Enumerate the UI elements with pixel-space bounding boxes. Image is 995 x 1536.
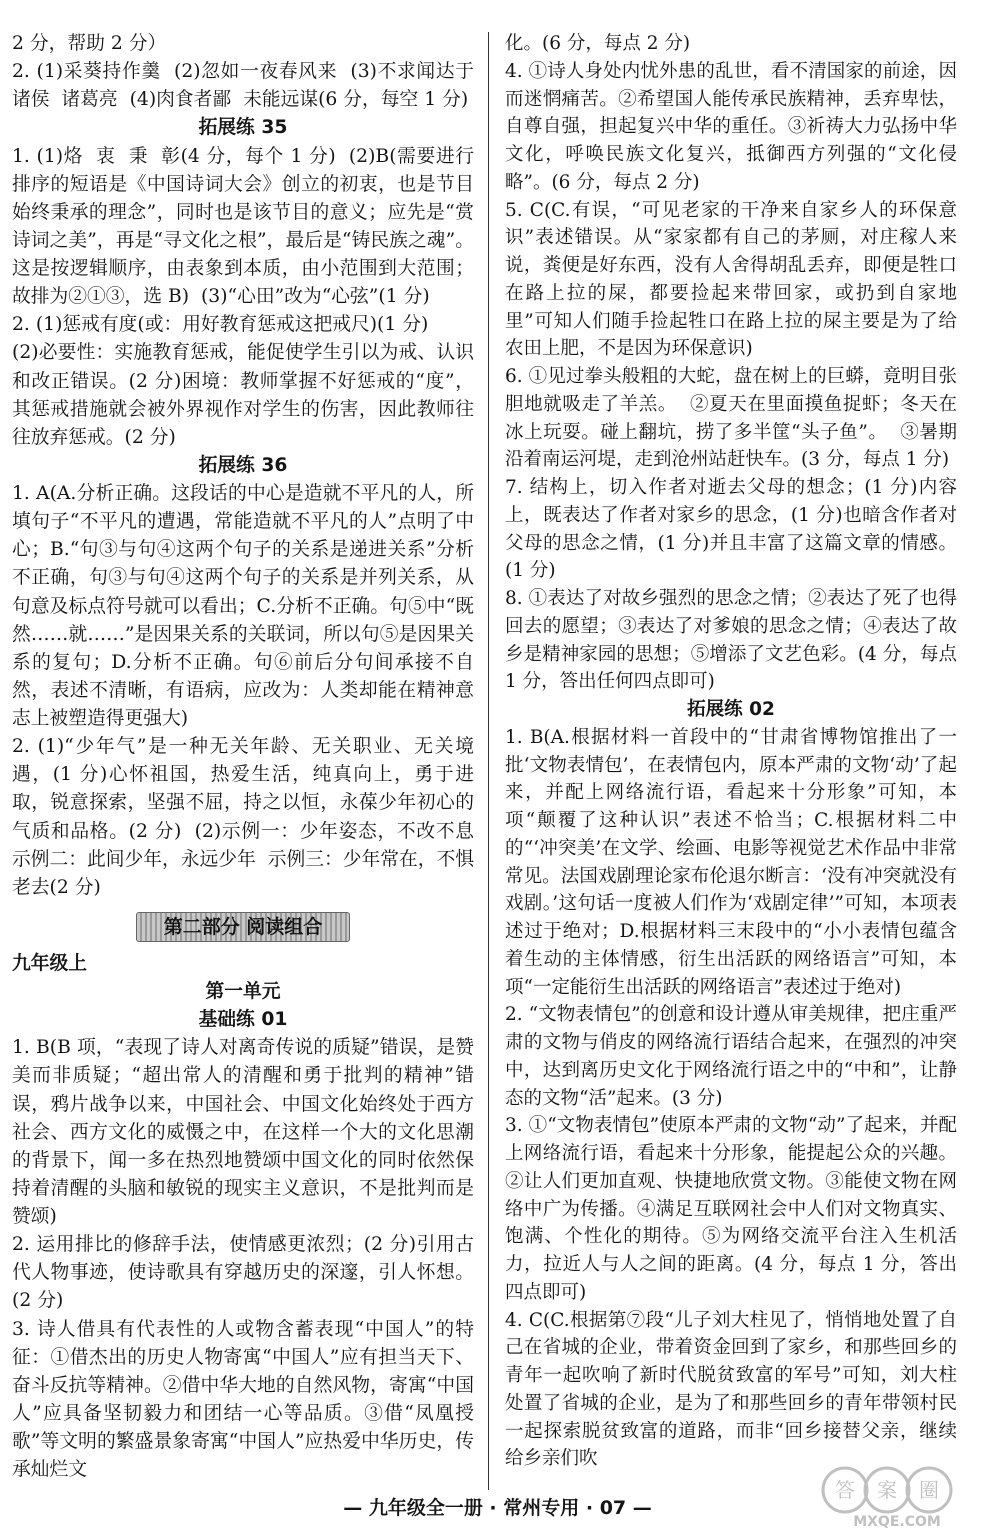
svg-text:答: 答	[835, 1478, 855, 1502]
section-heading: 拓展练 02	[687, 699, 775, 720]
answer-paragraph: 1. A(A.分析正确。这段话的中心是造就不平凡的人，所填句子“不平凡的遭遇，常能造就不平凡的人”点明了中心；B.“句③与句④这两个句子的关系是递进关系”分析不正确，句③与句④这两个句子的关系是并列关系，从句意及标点符号就可以看出；C.分析不正确。句⑤中“既然……就……”是因果关系的关联词，所以句⑤是因果关系的复句；D.分析不正确。句⑥前后分句间承接不自然，表述不清晰，有语病，应改为：人类却能在精神意志上被塑造得更强大)	[12, 483, 474, 729]
left-column	[12, 30, 486, 1484]
answer-paragraph: 2. (1)“少年气”是一种无关年龄、无关职业、无关境遇，(1 分)心怀祖国，热爱生活，纯真向上，勇于进取，锐意探索，坚强不屈，持之以恒，永葆少年初心的气质和品格。(2 分) (2)示例一：少年姿态，不改不息 示例二：此间少年，永远少年 示例三：少年常在，不惧老去(2 分)	[12, 736, 486, 898]
answer-paragraph: 2. (1)采葵持作羹 (2)忽如一夜春风来 (3)不求闻达于诸侯 诸葛亮 (4)肉食者鄙 未能远谋(6 分，每空 1 分)	[12, 61, 474, 111]
answer-paragraph: 化。(6 分，每点 2 分)	[505, 33, 691, 54]
section-heading: 拓展练 36	[198, 454, 288, 476]
answer-paragraph: 4. C(C.根据第⑦段“儿子刘大柱见了，悄悄地处置了自己在省城的企业，带着资金回到了家乡，和那些回乡的青年一起吹响了新时代脱贫致富的军号”可知，刘大柱处置了省城的企业，是为了和那些回乡的青年带领村民一起探索脱贫致富的道路，而非“回乡接替父亲，继续给乡亲们吹	[505, 1309, 957, 1470]
answer-paragraph: 5. C(C.有误，“可见老家的干净来自家乡人的环保意识”表述错误。从“家家都有自己的茅厕，对庄稼人来说，粪便是好东西，没有人舍得胡乱丢弃，即便是牲口在路上拉的屎，都要捡起来带回家，或扔到自家地里”可知人们随手捡起牲口在路上拉的屎主要是为了给农田上肥，不是因为环保意识)	[505, 199, 957, 360]
answer-paragraph: 1. (1)烙 衷 秉 彰(4 分，每个 1 分) (2)B(需要进行排序的短语是《中国诗词大会》创立的初衷，也是节目始终秉承的理念”，同时也是该节目的意义；应先是“赏诗词之美”，再是“寻文化之根”，最后是“铸民族之魂”。这是按逻辑顺序，由表象到本质，由小范围到大范围；故排为②①③，选 B) (3)“心田”改为“心弦”(1 分)	[12, 145, 474, 308]
section-heading: 第一单元	[205, 981, 281, 1002]
answer-paragraph: 6. ①见过拳头般粗的大蛇，盘在树上的巨蟒，竟明目张胆地就吸走了羊羔。 ②夏天在里面摸鱼捉虾；冬天在冰上玩耍。碰上翻坑，捞了多半筐“头子鱼”。 ③暑期沿着南运河堤，走到沧州站赶快车。(3 分，每点 1 分)	[505, 366, 957, 471]
answer-paragraph: 2. (1)惩戒有度(或：用好教育惩戒这把戒尺)(1 分)	[12, 314, 429, 336]
answer-paragraph: 2. 运用排比的修辞手法，使情感更浓烈；(2 分)引用古代人物事迹，使诗歌具有穿越历史的深邃，引人怀想。(2 分)	[12, 1234, 474, 1312]
column-divider	[488, 32, 489, 1490]
answer-paragraph: 4. ①诗人身处内忧外患的乱世，看不清国家的前途，因而迷惘痛苦。②希望国人能传承民族精神，丢弃卑怯，自尊自强，担起复兴中华的重任。③祈祷大力弘扬中华文化，呼唤民族文化复兴，抵御西方列强的“文化侵略”。(6 分，每点 2 分)	[505, 60, 957, 193]
right-column	[505, 30, 963, 1473]
answer-paragraph: 7. 结构上，切入作者对逝去父母的想念；(1 分)内容上，既表达了作者对家乡的思念，(1 分)也暗含作者对父母的思念之情，(1 分)并且丰富了这篇文章的情感。(1 分)	[505, 477, 957, 582]
part-banner: 第二部分 阅读组合	[136, 912, 350, 942]
answer-paragraph: 3. ①“文物表情包”使原本严肃的文物“动”了起来，并配上网络流行语，看起来十分形象，能提起公众的兴趣。②让人们更加直观、快捷地欣赏文物。③能使文物在网络中广为传播。④满足互联网社会中人们对文物真实、饱满、个性化的期待。⑤为网络交流平台注入生机活力，拉近人与人之间的距离。(4 分，每点 1 分，答出四点即可)	[505, 1115, 957, 1303]
answer-paragraph: (2)必要性：实施教育惩戒，能促使学生引以为戒、认识和改正错误。(2 分)困境：教师掌握不好惩戒的“度”，其惩戒措施就会被外界视作对学生的伤害，因此教师往往放弃惩戒。(2 分)	[12, 342, 474, 448]
answer-paragraph: 3. 诗人借具有代表性的人或物含蓄表现“中国人”的特征：①借杰出的历史人物寄寓“中国人”应有担当天下、奋斗反抗等精神。②借中华大地的自然风物，寄寓“中国人”应具备坚韧毅力和团结一心等品质。③借“凤凰授歌”等文明的繁盛景象寄寓“中国人”应热爱中华历史，传承灿烂文	[12, 1318, 474, 1481]
answer-paragraph: 8. ①表达了对故乡强烈的思念之情；②表达了死了也得回去的愿望；③表达了对爹娘的思念之情；④表达了故乡是精神家园的思想；⑤增添了文艺色彩。(4 分，每点 1 分，答出任何四点即可)	[505, 588, 963, 693]
page-footer: — 九年级全一册 · 常州专用 · 07 —	[343, 1497, 652, 1519]
answer-paragraph: 1. B(A.根据材料一首段中的“甘肃省博物馆推出了一批‘文物表情包’，在表情包内，原本严肃的文物‘动’了起来，并配上网络流行语，看起来十分形象”可知，本项“颠覆了这种认识”表述不恰当；C.根据材料二中的“‘冲突美’在文学、绘画、电影等视觉艺术作品中非常常见。法国戏剧理论家布伦退尔断言：‘没有冲突就没有戏剧。’这句话一度被人们作为‘戏剧定律’”可知，本项表述过于绝对；D.根据材料三末段中的“小小表情包蕴含着生动的主体情感，衍生出活跃的网络语言”可知，本项“一定能衍生出活跃的网络语言”表述过于绝对)	[505, 726, 957, 998]
svg-text:圈: 圈	[919, 1478, 939, 1502]
section-heading: 基础练 01	[198, 1009, 288, 1031]
answer-paragraph: 1. B(B 项，“表现了诗人对离奇传说的质疑”错误，是赞美而非质疑；“超出常人的清醒和勇于批判的精神”错误，鸦片战争以来，中国社会、中国文化始终处于西方社会、西方文化的威慑之中，在这样一个大的文化思潮的背景下，闻一多在热烈地赞颂中国文化的同时依然保持着清醒的头脑和敏锐的现实主义意识，不是批判而是赞颂)	[12, 1037, 474, 1227]
svg-text:MXQE.COM: MXQE.COM	[853, 1514, 941, 1530]
answer-paragraph: 2. “文物表情包”的创意和设计遵从审美规律，把庄重严肃的文物与俏皮的网络流行语结合起来，在强烈的冲突中，达到离历史文化于网络流行语之中的“中和”，让静态的文物“活”起来。(3 分)	[505, 1004, 957, 1109]
svg-text:案: 案	[877, 1478, 897, 1502]
grade-heading: 九年级上	[12, 952, 87, 974]
watermark-logo	[811, 1464, 981, 1530]
section-heading: 拓展练 35	[198, 117, 288, 139]
answer-paragraph: 2 分，帮助 2 分）	[12, 33, 167, 54]
